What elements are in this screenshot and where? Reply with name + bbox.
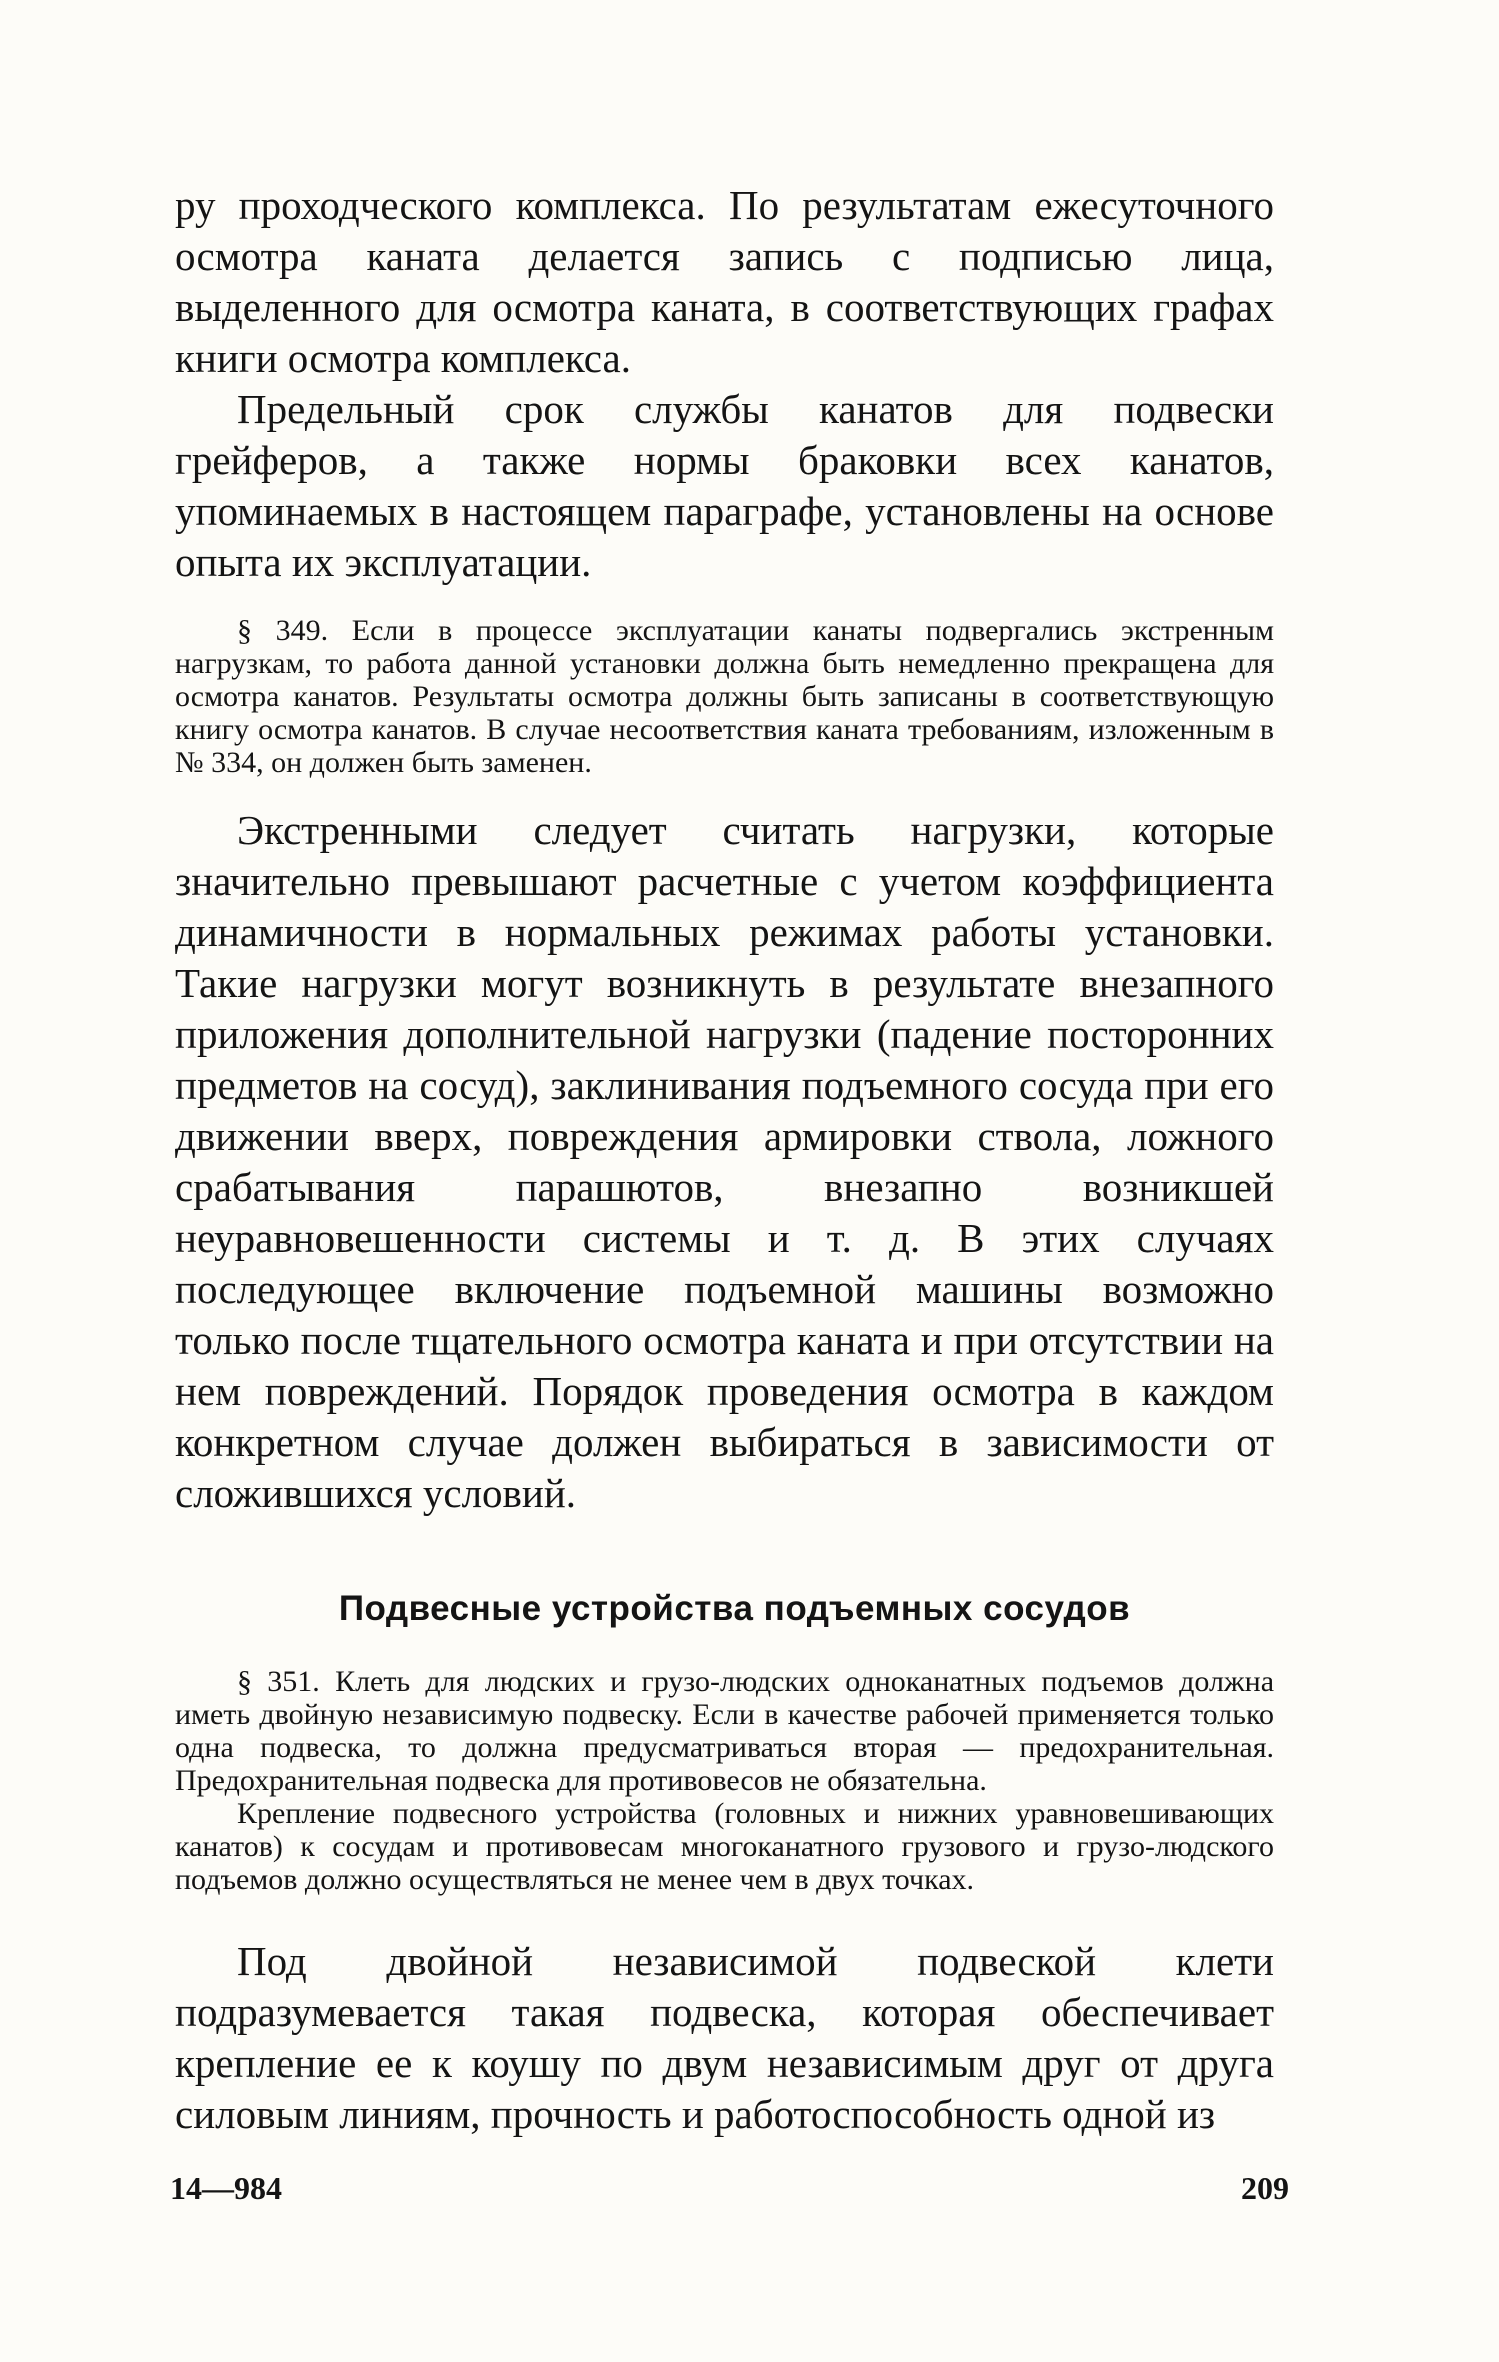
lead-paragraph: ру проходческого комплекса. По результатам ежесуточного осмотра каната делается запись с подписью лица, выделенного для осмотра каната, в соответствующих графах книги осмотра комплекса. <box>175 182 1274 381</box>
page-footer <box>170 2170 1289 2207</box>
section-heading: Подвесные устройства подъемных сосудов <box>338 1589 1131 1628</box>
section-351-number: § 351. <box>237 1665 320 1698</box>
spacer <box>175 1519 1274 1589</box>
spacer <box>175 1629 1274 1665</box>
double-suspension-paragraph: Под двойной независимой подвеской клети подразумевается такая подвеска, которая обеспечивает крепление ее к коушу по двум независимым друг от друга силовым линиям, прочность и работоспособность одной из <box>175 1938 1274 2137</box>
section-351-text: Клеть для людских и грузо-людских одноканатных подъемов должна иметь двойную независимую подвеску. Если в качестве рабочей применяется только одна подвеска, то должна предусматриваться вторая — предохранительная. Предохранительная подвеска для противовесов не обязательна. <box>175 1665 1275 1797</box>
page-number: 209 <box>1241 2170 1289 2206</box>
section-351-attachment: Крепление подвесного устройства (головных и нижних уравновешивающих канатов) к сосудам и противовесам многоканатного грузового и грузо-людского подъемов должно осуществляться не менее чем в двух точках. <box>175 1797 1274 1896</box>
section-351 <box>175 1665 1274 1797</box>
spacer <box>175 779 1274 805</box>
service-life-paragraph: Предельный срок службы канатов для подвески грейферов, а также нормы браковки всех канатов, упоминаемых в настоящем параграфе, установлены на основе опыта их эксплуатации. <box>175 386 1274 585</box>
section-349 <box>175 614 1274 779</box>
emergency-loads-paragraph: Экстренными следует считать нагрузки, которые значительно превышают расчетные с учетом коэффициента динамичности в нормальных режимах работы установки. Такие нагрузки могут возникнуть в результате внезапного приложения дополнительной нагрузки (падение посторонних предметов на сосуд), заклинивания подъемного сосуда при его движении вверх, повреждения армировки ствола, ложного срабатывания парашютов, внезапно возникшей неуравновешенности системы и т. д. В этих случаях последующее включение подъемной машины возможно только после тщательного осмотра каната и при отсутствии на нем повреждений. Порядок проведения осмотра в каждом конкретном случае должен выбираться в зависимости от сложившихся условий. <box>175 807 1274 1516</box>
spacer <box>175 1896 1274 1936</box>
section-349-text: Если в процессе эксплуатации канаты подвергались экстренным нагрузкам, то работа данной установки должна быть немедленно прекращена для осмотра канатов. Результаты осмотра должны быть записаны в соответствующую книгу осмотра канатов. В случае несоответствия каната требованиям, изложенным в № 334, он должен быть заменен. <box>175 614 1275 779</box>
section-349-number: § 349. <box>237 614 329 647</box>
spacer <box>175 588 1274 614</box>
signature-mark: 14—984 <box>170 2170 282 2206</box>
